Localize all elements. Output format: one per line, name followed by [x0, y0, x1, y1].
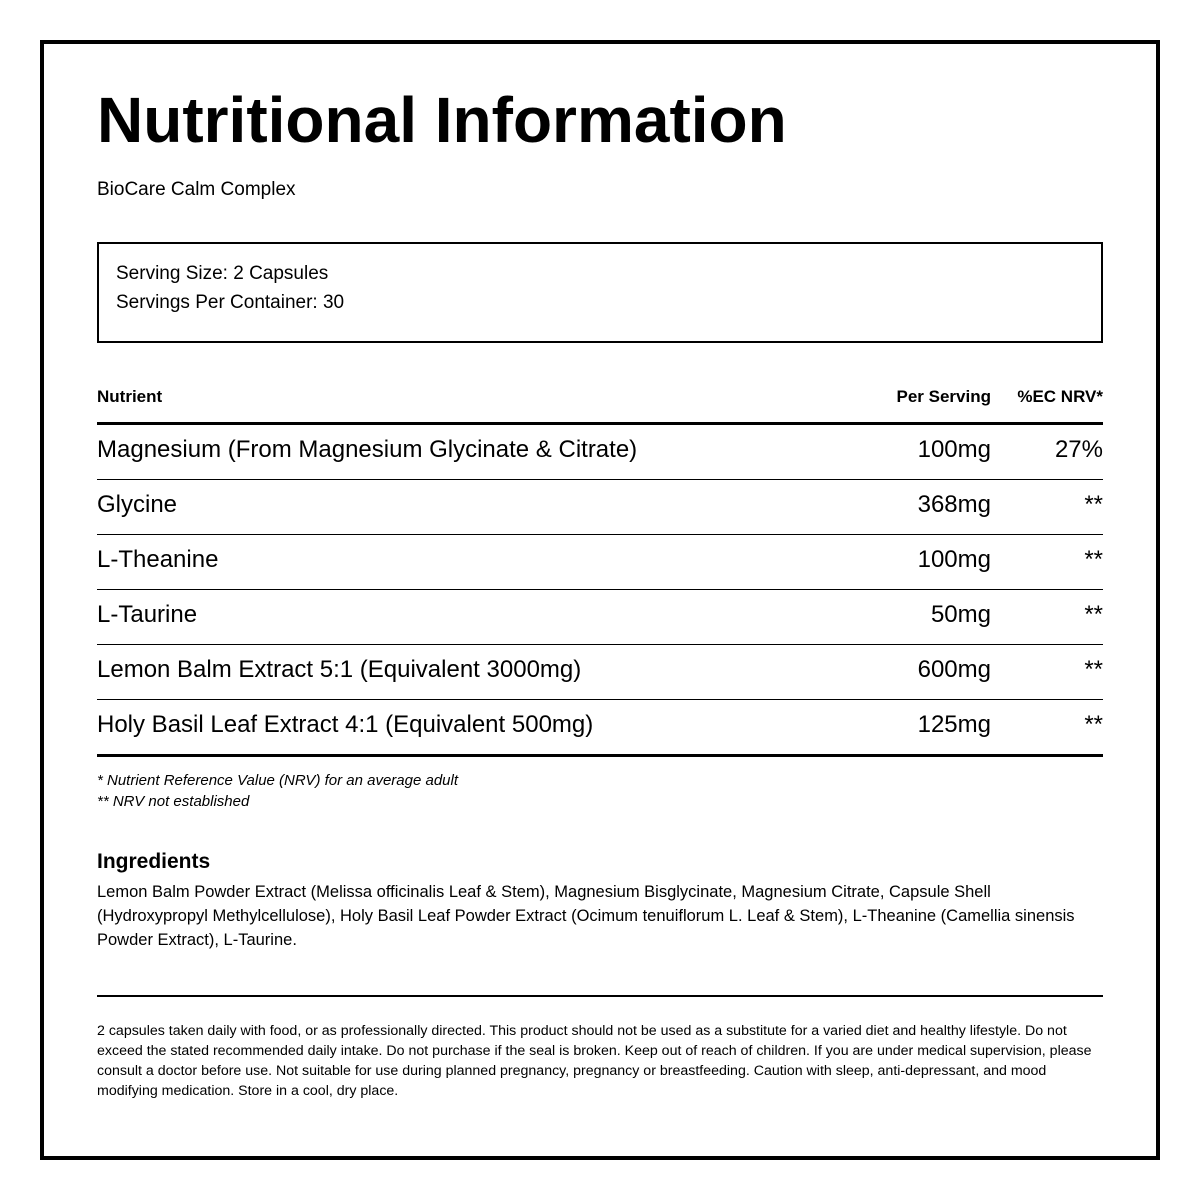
nutrient-name: L-Theanine — [97, 546, 219, 573]
table-row — [97, 535, 1103, 590]
header-nutrient: Nutrient — [97, 387, 163, 406]
nutrient-amount: 600mg — [917, 656, 991, 683]
ingredients-heading: Ingredients — [97, 850, 211, 873]
table-row — [97, 645, 1103, 700]
table-header — [97, 384, 1103, 425]
nutrient-amount: 368mg — [917, 491, 991, 518]
footnote-nrv: * Nutrient Reference Value (NRV) for an average adult — [97, 772, 459, 789]
nutrient-amount: 125mg — [917, 711, 991, 738]
nutrient-amount: 100mg — [917, 436, 991, 463]
section-divider — [97, 995, 1103, 997]
footnotes — [97, 770, 458, 812]
header-nrv: %EC NRV* — [1017, 387, 1103, 406]
header-per-serving: Per Serving — [896, 387, 991, 406]
nutrient-amount: 100mg — [917, 546, 991, 573]
nutrient-name: Lemon Balm Extract 5:1 (Equivalent 3000mg) — [97, 656, 582, 683]
directions-text: 2 capsules taken daily with food, or as professionally directed. This product should not be used as a substitute for a varied diet and healthy lifestyle. Do not exceed the stated recommended daily intake. Do not purchase if the seal is broken. Keep out of reach of children. If you are under medical supervision, please consult a doctor before use. Not suitable for use during planned pregnancy, pregnancy or breastfeeding. Caution with sleep, anti-depressant, and mood modifying medication. Store in a cool, dry place. — [97, 1023, 1092, 1099]
product-name: BioCare Calm Complex — [97, 179, 296, 200]
nutrient-nrv: ** — [1084, 711, 1103, 738]
table-row — [97, 480, 1103, 535]
nutrient-name: L-Taurine — [97, 601, 198, 628]
page-title: Nutritional Information — [97, 84, 787, 156]
nutrient-nrv: ** — [1084, 546, 1103, 573]
nutrient-nrv: 27% — [1054, 436, 1103, 463]
nutrient-name: Holy Basil Leaf Extract 4:1 (Equivalent 500mg) — [97, 711, 594, 738]
nutrient-name: Magnesium (From Magnesium Glycinate & Citrate) — [97, 436, 638, 463]
nutrient-nrv: ** — [1084, 601, 1103, 628]
nutrition-label-frame — [40, 40, 1160, 1160]
nutrient-amount: 50mg — [930, 601, 991, 628]
nutrient-table — [97, 384, 1103, 757]
table-row — [97, 700, 1103, 757]
servings-per-container: Servings Per Container: 30 — [116, 292, 345, 313]
serving-size: Serving Size: 2 Capsules — [116, 263, 329, 284]
nutrient-name: Glycine — [97, 491, 178, 518]
nutrient-nrv: ** — [1084, 491, 1103, 518]
table-row — [97, 590, 1103, 645]
serving-info-box — [97, 242, 1103, 343]
ingredients-text: Lemon Balm Powder Extract (Melissa officinalis Leaf & Stem), Magnesium Bisglycinate, Magnesium Citrate, Capsule Shell (Hydroxypropyl Methylcellulose), Holy Basil Leaf Powder Extract (Ocimum tenuiflorum L. Leaf & Stem), L-Theanine (Camellia sinensis Powder Extract), L-Taurine. — [97, 883, 1075, 949]
table-row — [97, 425, 1103, 480]
footnote-not-established: ** NRV not established — [97, 793, 250, 810]
nutrient-nrv: ** — [1084, 656, 1103, 683]
